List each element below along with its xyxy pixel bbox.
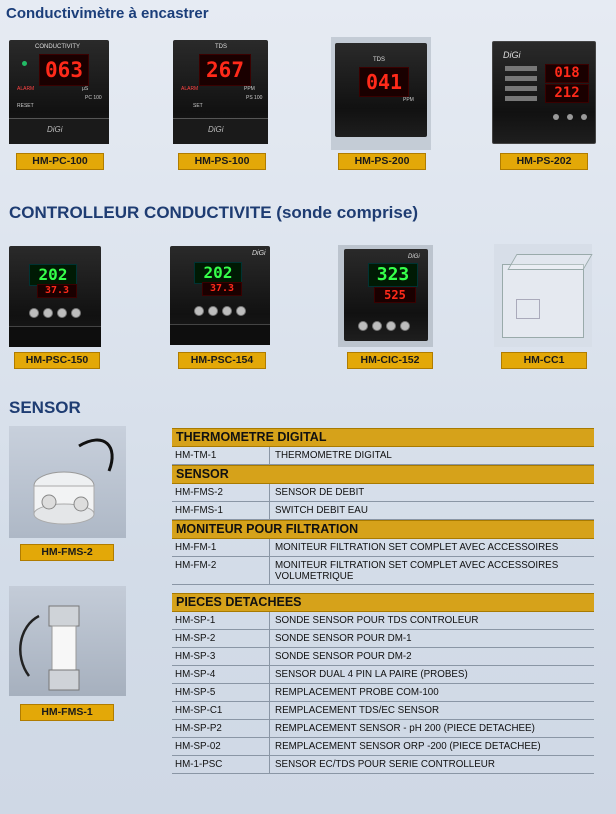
product-image-hm-pc-100 [9, 40, 109, 143]
table-row [172, 630, 594, 648]
product-image-hm-psc-150 [9, 246, 101, 346]
product-label: HM-PS-100 [178, 153, 266, 170]
product-description: SONDE SENSOR POUR DM-2 [275, 651, 412, 662]
product-label: HM-PSC-154 [178, 352, 266, 369]
product-label: HM-CIC-152 [347, 352, 433, 369]
device-body [344, 249, 428, 341]
product-description: MONITEUR FILTRATION SET COMPLET AVEC ACCESSOIRES [275, 542, 559, 553]
reset-label: RESET [17, 103, 34, 109]
button [222, 306, 232, 316]
model-label: PS 100 [246, 95, 263, 101]
unit-label: PPM [403, 97, 414, 103]
button [372, 321, 382, 331]
product-code: HM-SP-2 [172, 630, 270, 647]
model-label: PC 100 [85, 95, 102, 101]
product-image-hm-cc1 [494, 244, 592, 347]
brand-logo: DiGi [47, 125, 63, 134]
button [358, 321, 368, 331]
section-subtitle: (sonde comprise) [276, 203, 418, 222]
alarm-label: ALARM [181, 86, 199, 92]
product-description: REMPLACEMENT SENSOR ORP -200 (PIECE DETACHEE) [275, 741, 541, 752]
screen-top-label: CONDUCTIVITY [35, 44, 80, 50]
button [57, 308, 67, 318]
indicator-strip [505, 96, 537, 101]
product-code: HM-SP-4 [172, 666, 270, 683]
clear-box-lid [507, 254, 592, 270]
product-code: HM-FM-2 [172, 557, 270, 584]
product-label: HM-PS-200 [338, 153, 426, 170]
spacer [172, 585, 594, 593]
product-image-hm-ps-202 [492, 41, 596, 144]
button [43, 308, 53, 318]
group-header: SENSOR [172, 465, 594, 484]
product-code: HM-FMS-1 [172, 502, 270, 519]
product-image-hm-psc-154 [170, 246, 270, 344]
group-header: MONITEUR POUR FILTRATION [172, 520, 594, 539]
product-description: THERMOMETRE DIGITAL [275, 450, 392, 461]
table-row [172, 539, 594, 557]
button [581, 114, 587, 120]
lcd-value-top: 323 [368, 263, 418, 287]
parts-table [172, 428, 594, 774]
product-label: HM-FMS-2 [20, 544, 114, 561]
table-row [172, 502, 594, 520]
product-description: SONDE SENSOR POUR DM-1 [275, 633, 412, 644]
product-description: REMPLACEMENT TDS/EC SENSOR [275, 705, 440, 716]
indicator-strip [505, 76, 537, 81]
table-row [172, 756, 594, 774]
page-title: Conductivimètre à encastrer [6, 5, 209, 22]
button [386, 321, 396, 331]
brand-logo: DiGi [503, 50, 521, 60]
lcd-value: 063 [39, 54, 89, 86]
product-description: SWITCH DEBIT EAU [275, 505, 368, 516]
table-row [172, 648, 594, 666]
product-label: HM-PS-202 [500, 153, 588, 170]
product-image-hm-ps-200 [331, 37, 431, 150]
lcd-value: 041 [359, 67, 409, 97]
product-code: HM-SP-P2 [172, 720, 270, 737]
product-label: HM-FMS-1 [20, 704, 114, 721]
button [71, 308, 81, 318]
lcd-value-top: 202 [194, 262, 242, 284]
lcd-value-bottom: 37.3 [37, 284, 77, 298]
set-label: SET [193, 103, 203, 109]
product-code: HM-SP-1 [172, 612, 270, 629]
indicator-strip [505, 86, 537, 91]
flow-sensor-icon [9, 426, 126, 538]
product-image-hm-fms-1 [9, 586, 126, 696]
product-label: HM-CC1 [501, 352, 587, 369]
button [236, 306, 246, 316]
product-code: HM-FMS-2 [172, 484, 270, 501]
group-header: THERMOMETRE DIGITAL [172, 428, 594, 447]
lcd-value: 267 [199, 54, 251, 86]
section-title-sensor: SENSOR [9, 398, 81, 417]
product-description: SENSOR DUAL 4 PIN LA PAIRE (PROBES) [275, 669, 468, 680]
product-description: REMPLACEMENT PROBE COM-100 [275, 687, 439, 698]
product-description: MONITEUR FILTRATION SET COMPLET AVEC ACCESSOIRES VOLUMETRIQUE [275, 560, 559, 582]
screen-top-label: TDS [373, 57, 385, 63]
product-code: HM-SP-3 [172, 648, 270, 665]
product-label: HM-PC-100 [16, 153, 104, 170]
table-row [172, 720, 594, 738]
group-header: PIECES DETACHEES [172, 593, 594, 612]
lcd-value-top: 202 [29, 264, 77, 286]
product-label: HM-PSC-150 [14, 352, 100, 369]
button [208, 306, 218, 316]
screen-top-label: TDS [215, 44, 227, 50]
product-code: HM-TM-1 [172, 447, 270, 464]
product-description: SONDE SENSOR POUR TDS CONTROLEUR [275, 615, 479, 626]
power-led [22, 61, 27, 66]
table-row [172, 612, 594, 630]
button [29, 308, 39, 318]
alarm-label: ALARM [17, 86, 35, 92]
product-code: HM-1-PSC [172, 756, 270, 773]
button [567, 114, 573, 120]
unit-label: PPM [244, 86, 255, 92]
flow-switch-icon [9, 586, 126, 696]
device-base [170, 324, 270, 345]
device-base [9, 326, 101, 347]
button [553, 114, 559, 120]
table-row [172, 738, 594, 756]
product-code: HM-FM-1 [172, 539, 270, 556]
indicator-strip [505, 66, 537, 71]
section-title-controlleur [9, 203, 418, 223]
table-row [172, 684, 594, 702]
product-description: SENSOR DE DEBIT [275, 487, 365, 498]
device-body [335, 43, 427, 137]
table-row [172, 484, 594, 502]
product-code: HM-SP-5 [172, 684, 270, 701]
brand-logo: DiGi [208, 125, 224, 134]
section-title-text: CONTROLLEUR CONDUCTIVITE [9, 203, 272, 222]
table-row [172, 666, 594, 684]
product-image-hm-fms-2 [9, 426, 126, 538]
lcd-value-bottom: 212 [545, 84, 589, 103]
lcd-value-bottom: 525 [374, 287, 416, 303]
button [400, 321, 410, 331]
table-row [172, 702, 594, 720]
product-code: HM-SP-02 [172, 738, 270, 755]
table-row [172, 447, 594, 465]
product-description: SENSOR EC/TDS POUR SERIE CONTROLLEUR [275, 759, 495, 770]
lcd-value-top: 018 [545, 64, 589, 83]
brand-logo: DiGi [252, 250, 266, 257]
product-code: HM-SP-C1 [172, 702, 270, 719]
unit-label: μS [82, 86, 89, 92]
product-description: REMPLACEMENT SENSOR - pH 200 (PIECE DETACHEE) [275, 723, 535, 734]
brand-logo: DiGi [408, 254, 420, 260]
clear-box [502, 264, 584, 338]
lcd-value-bottom: 37.3 [202, 282, 242, 296]
table-row [172, 557, 594, 585]
clear-box-window [516, 299, 540, 319]
product-image-hm-cic-152 [338, 245, 433, 347]
product-image-hm-ps-100 [173, 40, 268, 143]
button [194, 306, 204, 316]
